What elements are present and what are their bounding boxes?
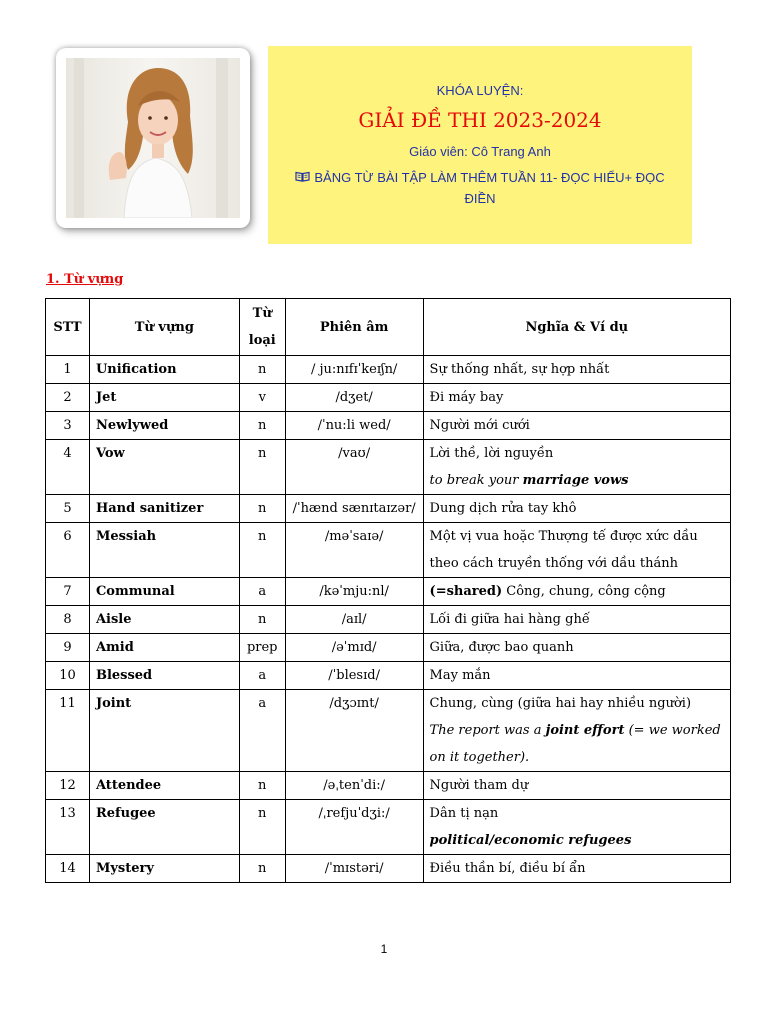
row-phonetic: /ˈblesɪd/	[285, 662, 423, 690]
row-meaning: Chung, cùng (giữa hai hay nhiều người)	[429, 696, 692, 711]
row-meaning: Sự thống nhất, sự hợp nhất	[423, 356, 730, 384]
row-synonym: (=shared)	[429, 584, 503, 599]
table-row	[46, 606, 731, 634]
example-highlight: political/economic refugees	[429, 833, 632, 848]
row-number: 5	[46, 495, 90, 523]
row-meaning: May mắn	[423, 662, 730, 690]
row-meaning-cell	[423, 800, 730, 855]
row-number: 7	[46, 578, 90, 606]
example-text: The report was a	[429, 723, 546, 738]
row-meaning-cell	[423, 440, 730, 495]
table-row	[46, 495, 731, 523]
table-row	[46, 855, 731, 883]
row-part-of-speech: a	[239, 662, 285, 690]
row-part-of-speech: prep	[239, 634, 285, 662]
row-number: 2	[46, 384, 90, 412]
row-word: Joint	[89, 690, 239, 772]
table-row	[46, 662, 731, 690]
row-part-of-speech: n	[239, 772, 285, 800]
row-phonetic: /əˌtenˈdi:/	[285, 772, 423, 800]
teacher-name: Giáo viên: Cô Trang Anh	[409, 144, 551, 159]
row-phonetic: /aɪl/	[285, 606, 423, 634]
row-meaning-cell	[423, 578, 730, 606]
table-row	[46, 772, 731, 800]
row-number: 3	[46, 412, 90, 440]
row-meaning: Giữa, được bao quanh	[423, 634, 730, 662]
row-meaning: Dân tị nạn	[429, 806, 499, 821]
row-word: Blessed	[89, 662, 239, 690]
row-phonetic: /dʒet/	[285, 384, 423, 412]
row-number: 10	[46, 662, 90, 690]
section-heading: 1. Từ vựng	[46, 272, 124, 287]
row-word: Jet	[89, 384, 239, 412]
row-meaning: Người tham dự	[423, 772, 730, 800]
row-phonetic: /ˌrefjuˈdʒi:/	[285, 800, 423, 855]
row-phonetic: /ˈmɪstəri/	[285, 855, 423, 883]
row-phonetic: /əˈmɪd/	[285, 634, 423, 662]
row-part-of-speech: n	[239, 412, 285, 440]
row-word: Aisle	[89, 606, 239, 634]
row-part-of-speech: n	[239, 855, 285, 883]
row-meaning: Điều thần bí, điều bí ẩn	[423, 855, 730, 883]
exam-title: GIẢI ĐỀ THI 2023-2024	[358, 108, 602, 132]
row-part-of-speech: n	[239, 356, 285, 384]
example-text: to break your	[429, 473, 523, 488]
row-number: 9	[46, 634, 90, 662]
table-row	[46, 578, 731, 606]
row-part-of-speech: n	[239, 606, 285, 634]
row-number: 8	[46, 606, 90, 634]
row-example	[430, 827, 724, 854]
row-phonetic: /ˈnu:li wed/	[285, 412, 423, 440]
row-phonetic: / ju:nɪfɪˈkeɪʃn/	[285, 356, 423, 384]
example-text-after: (= we worked on it together).	[429, 723, 721, 765]
page-number: 1	[380, 942, 388, 956]
row-word: Vow	[89, 440, 239, 495]
row-phonetic: /məˈsaɪə/	[285, 523, 423, 578]
row-phonetic: /vaʊ/	[285, 440, 423, 495]
row-number: 6	[46, 523, 90, 578]
course-banner	[268, 46, 692, 244]
table-row	[46, 634, 731, 662]
row-meaning: Đi máy bay	[423, 384, 730, 412]
table-row	[46, 384, 731, 412]
table-header-row	[46, 299, 731, 356]
open-book-icon	[295, 167, 310, 188]
row-part-of-speech: v	[239, 384, 285, 412]
header-stt: STT	[46, 299, 90, 356]
row-number: 1	[46, 356, 90, 384]
row-word: Attendee	[89, 772, 239, 800]
header-pos: Từ loại	[239, 299, 285, 356]
row-phonetic: /ˈhænd sænɪtaɪzər/	[285, 495, 423, 523]
row-word: Newlywed	[89, 412, 239, 440]
topic-text: BẢNG TỪ BÀI TẬP LÀM THÊM TUẦN 11- ĐỌC HIỂU+ ĐỌC ĐIỀN	[314, 170, 665, 206]
row-word: Hand sanitizer	[89, 495, 239, 523]
example-highlight: marriage vows	[522, 473, 629, 488]
row-meaning: Lối đi giữa hai hàng ghế	[423, 606, 730, 634]
row-phonetic: /kəˈmju:nl/	[285, 578, 423, 606]
row-number: 12	[46, 772, 90, 800]
row-part-of-speech: n	[239, 440, 285, 495]
row-number: 11	[46, 690, 90, 772]
row-meaning: Công, chung, công cộng	[502, 584, 666, 599]
table-row	[46, 440, 731, 495]
vocabulary-table	[45, 298, 731, 883]
teacher-portrait-image	[66, 58, 240, 218]
table-row	[46, 356, 731, 384]
row-part-of-speech: a	[239, 578, 285, 606]
row-number: 13	[46, 800, 90, 855]
row-word: Unification	[89, 356, 239, 384]
row-meaning: Một vị vua hoặc Thượng tế được xức dầu theo cách truyền thống với dầu thánh	[423, 523, 730, 578]
topic-line	[288, 167, 672, 209]
table-row	[46, 412, 731, 440]
table-row	[46, 690, 731, 772]
row-word: Communal	[89, 578, 239, 606]
teacher-photo	[56, 48, 250, 228]
row-meaning: Dung dịch rửa tay khô	[423, 495, 730, 523]
row-word: Amid	[89, 634, 239, 662]
course-label: KHÓA LUYỆN:	[436, 83, 524, 98]
example-highlight: joint effort	[545, 723, 625, 738]
row-part-of-speech: n	[239, 495, 285, 523]
header-ipa: Phiên âm	[285, 299, 423, 356]
row-number: 4	[46, 440, 90, 495]
row-phonetic: /dʒɔɪnt/	[285, 690, 423, 772]
row-example	[430, 467, 724, 494]
row-meaning: Lời thề, lời nguyền	[429, 446, 554, 461]
header-meaning: Nghĩa & Ví dụ	[423, 299, 730, 356]
row-part-of-speech: n	[239, 523, 285, 578]
header-word: Từ vựng	[89, 299, 239, 356]
row-meaning: Người mới cưới	[423, 412, 730, 440]
row-word: Refugee	[89, 800, 239, 855]
row-number: 14	[46, 855, 90, 883]
row-part-of-speech: n	[239, 800, 285, 855]
row-part-of-speech: a	[239, 690, 285, 772]
row-meaning-cell	[423, 690, 730, 772]
table-row	[46, 800, 731, 855]
row-word: Mystery	[89, 855, 239, 883]
table-row	[46, 523, 731, 578]
row-word: Messiah	[89, 523, 239, 578]
row-example	[430, 717, 724, 771]
